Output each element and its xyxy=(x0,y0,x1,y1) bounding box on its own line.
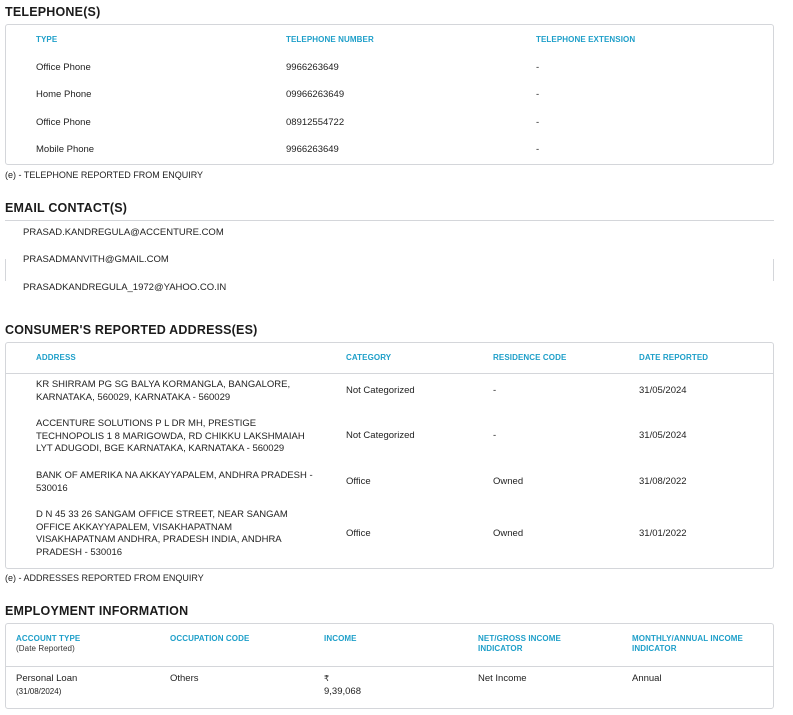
address-date: 31/08/2022 xyxy=(639,476,687,487)
telephones-note: (e) - TELEPHONE REPORTED FROM ENQUIRY xyxy=(5,170,204,180)
emails-list xyxy=(5,220,774,302)
employment-title: EMPLOYMENT INFORMATION xyxy=(5,604,189,618)
col-header-address: ADDRESS xyxy=(36,353,76,362)
col-header-telephone-extension: TELEPHONE EXTENSION xyxy=(536,35,636,44)
address-text: ACCENTURE SOLUTIONS P L DR MH, PRESTIGE TECHNOPOLIS 1 8 MARIGOWDA, RD CHIKKU LAKSHMAIAH LYT ADUGODI, BGE KARNATAKA, KARNATAKA - 560029 xyxy=(36,418,305,454)
col-header-type: TYPE xyxy=(36,35,58,44)
phone-type: Office Phone xyxy=(36,117,91,128)
employment-account-type: Personal Loan (31/08/2024) xyxy=(16,673,78,696)
list-item: PRASADKANDREGULA_1972@YAHOO.CO.IN xyxy=(23,282,227,293)
address-text: BANK OF AMERIKA NA AKKAYYAPALEM, ANDHRA PRADESH - 530016 xyxy=(36,470,313,494)
address-date: 31/01/2022 xyxy=(639,528,687,539)
address-residence-code: - xyxy=(493,385,497,396)
telephones-table xyxy=(5,24,774,165)
col-header-residence-code: RESIDENCE CODE xyxy=(493,353,567,362)
rupee-icon: ₹ xyxy=(324,674,330,683)
address-category: Office xyxy=(346,528,371,539)
col-header-category: CATEGORY xyxy=(346,353,392,362)
address-category: Office xyxy=(346,476,371,487)
phone-type: Home Phone xyxy=(36,89,92,100)
right-border xyxy=(773,259,774,281)
employment-monthly-annual: Annual xyxy=(632,673,662,684)
left-border xyxy=(5,259,6,281)
phone-number: 09966263649 xyxy=(286,89,345,100)
address-residence-code: Owned xyxy=(493,528,524,539)
col-header-telephone-number: TELEPHONE NUMBER xyxy=(286,35,374,44)
employment-income: ₹ 9,39,068 xyxy=(324,674,361,697)
col-header-monthly-annual-income-indicator: MONTHLY/ANNUAL INCOME INDICATOR xyxy=(632,634,743,653)
employment-occupation: Others xyxy=(170,673,199,684)
address-category: Not Categorized xyxy=(346,385,415,396)
phone-type: Mobile Phone xyxy=(36,144,95,155)
phone-number: 08912554722 xyxy=(286,117,345,128)
address-residence-code: - xyxy=(493,430,497,441)
phone-extension: - xyxy=(536,117,540,128)
address-date: 31/05/2024 xyxy=(639,385,687,396)
header-divider xyxy=(6,373,773,374)
address-text: D N 45 33 26 SANGAM OFFICE STREET, NEAR SANGAM OFFICE AKKAYYAPALEM, VISAKHAPATNAM VISAKHAPATNAM ANDHRA, PRADESH INDIA, ANDHRA PRADESH - 530016 xyxy=(36,509,288,558)
addresses-table xyxy=(5,342,774,569)
phone-number: 9966263649 xyxy=(286,144,339,155)
col-header-income: INCOME xyxy=(324,634,357,643)
address-date: 31/05/2024 xyxy=(639,430,687,441)
address-residence-code: Owned xyxy=(493,476,524,487)
col-header-occupation-code: OCCUPATION CODE xyxy=(170,634,250,643)
list-item: PRASADMANVITH@GMAIL.COM xyxy=(23,254,169,265)
phone-extension: - xyxy=(536,89,540,100)
telephones-title: TELEPHONE(S) xyxy=(5,5,101,19)
employment-net-gross: Net Income xyxy=(478,673,527,684)
employment-table xyxy=(5,623,774,709)
header-divider xyxy=(6,666,773,667)
addresses-note: (e) - ADDRESSES REPORTED FROM ENQUIRY xyxy=(5,573,204,583)
emails-title: EMAIL CONTACT(S) xyxy=(5,201,128,215)
col-header-account-type: ACCOUNT TYPE (Date Reported) xyxy=(16,634,81,653)
col-header-date-reported: DATE REPORTED xyxy=(639,353,709,362)
addresses-title: CONSUMER'S REPORTED ADDRESS(ES) xyxy=(5,323,258,337)
address-text: KR SHIRRAM PG SG BALYA KORMANGLA, BANGALORE, KARNATAKA, 560029, KARNATAKA - 560029 xyxy=(36,379,291,403)
list-item: PRASAD.KANDREGULA@ACCENTURE.COM xyxy=(23,227,224,238)
address-category: Not Categorized xyxy=(346,430,415,441)
phone-type: Office Phone xyxy=(36,62,91,73)
phone-number: 9966263649 xyxy=(286,62,339,73)
phone-extension: - xyxy=(536,144,540,155)
col-header-net-gross-income-indicator: NET/GROSS INCOME INDICATOR xyxy=(478,634,561,653)
phone-extension: - xyxy=(536,62,540,73)
